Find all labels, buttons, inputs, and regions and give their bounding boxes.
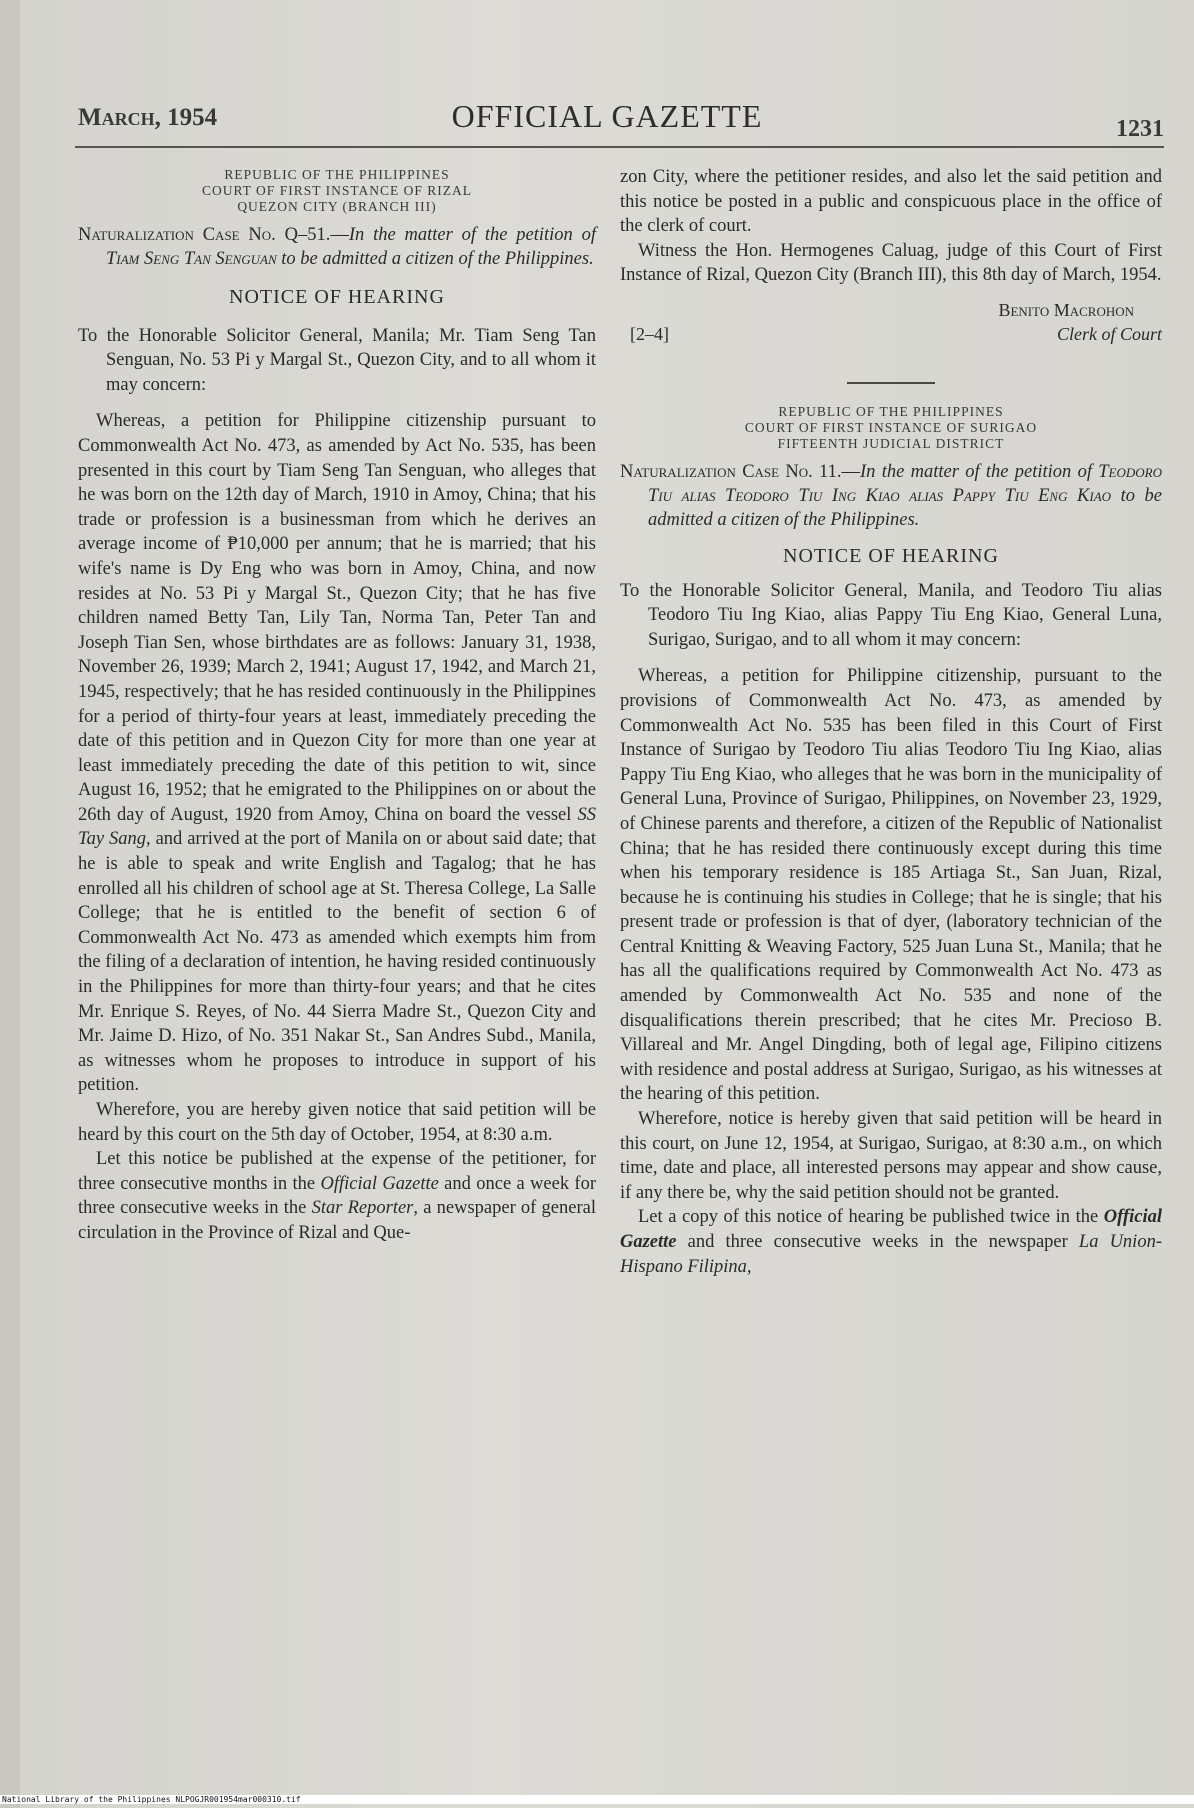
case-caption (78, 223, 596, 271)
wherefore-paragraph: Wherefore, notice is hereby given that said petition will be heard in this court, on June 12, 1954, at Surigao, Surigao, at 8:30 a.m., on which time, date and place, all interested persons may appear and show cause, if any there be, why the said petition should not be granted. (620, 1109, 1162, 1203)
paragraph-text: , and arrived at the port of Manila on or about said date; that he is able to speak and write English and Tagalog; that he has enrolled all his children of school age at St. Theresa College, La Salle College; that he is entitled to the benefit of section 6 of Commonwealth Act No. 473 as amended which exempts him from the filing of a declaration of intention, he having resided continuously in the Philippines for more than thirty-four years; and that he cites Mr. Enrique S. Reyes, of No. 44 Sierra Madre St., Quezon City and Mr. Jaime D. Hizo, of No. 351 Nakar St., San Andres Subd., Manila, as witnesses whom he proposes to introduce in support of his petition. (78, 829, 596, 1096)
clerk-title: Clerk of Court (1056, 323, 1162, 344)
notice-title: NOTICE OF HEARING (783, 544, 999, 567)
gazette-page (20, 0, 1194, 1808)
issue-date: March, 1954 (78, 104, 218, 131)
issue-reference: [2–4] (630, 323, 669, 344)
notice-title: NOTICE OF HEARING (229, 286, 445, 308)
clerk-name: Benito Macrohon (998, 299, 1134, 320)
left-column (78, 165, 596, 1246)
signature-block (620, 296, 1162, 360)
scan-footer: National Library of the Philippines NLPOGJR001954mar000310.tif (0, 1795, 1194, 1804)
publication-paragraph (620, 1205, 1162, 1279)
gazette-name: Official Gazette (320, 1173, 439, 1194)
paragraph-text: Whereas, a petition for Philippine citizenship pursuant to Commonwealth Act No. 473, as amended by Act No. 535, has been presented in this court by Tiam Seng Tan Senguan, who alleges that he was born on the 12th day of March, 1910 in Amoy, China; that his trade or profession is a businessman from which he derives an average income of ₱10,000 per annum; that he is married; that his wife's name is Dy Eng who was born in Amoy, China, and now resides at No. 53 Pi y Margal St., Quezon City; that he has five children named Betty Tan, Lily Tan, Norma Tan, Peter Tan and Joseph Tian Sen, whose birthdates are as follows: January 31, 1938, November 26, 1939; March 2, 1941; August 17, 1942, and March 21, 1945, respectively; that he has resided continuously in the Philippines for a period of thirty-four years at least, immediately preceding the date of this petition and in Quezon City for more than one year at least immediately preceding the date of this petition to wit, since August 16, 1952; that he emigrated to the Philippines on or about the 26th day of August, 1920 from Amoy, China on board the vessel (78, 411, 596, 825)
right-column (620, 165, 1162, 1279)
case-label: Naturalization Case No. 11.— (620, 461, 860, 482)
court-line: FIFTEENTH JUDICIAL DISTRICT (777, 435, 1005, 451)
court-line: QUEZON CITY (BRANCH III) (237, 199, 437, 214)
addressees: To the Honorable Solicitor General, Manila; Mr. Tiam Seng Tan Senguan, No. 53 Pi y Margal St., Quezon City, and to all whom it may concern: (78, 325, 596, 395)
page-number: 1231 (1116, 116, 1164, 142)
court-line: COURT OF FIRST INSTANCE OF RIZAL (201, 183, 473, 198)
case-tail: to be admitted a citizen of the Philippines. (648, 485, 1162, 530)
court-line: COURT OF FIRST INSTANCE OF SURIGAO (744, 419, 1038, 435)
paragraph-text: and once a week for three consecutive weeks in the (78, 1173, 596, 1219)
publication-title: OFFICIAL GAZETTE (451, 98, 763, 134)
paragraph-text: and three consecutive weeks in the newspaper (676, 1232, 1079, 1252)
addressees: To the Honorable Solicitor General, Manila, and Teodoro Tiu alias Teodoro Tiu Ing Kiao, alias Pappy Tiu Eng Kiao, General Luna, Surigao, Surigao, and to all whom it may concern: (620, 580, 1162, 650)
gazette-name: Official Gazette (620, 1207, 1162, 1252)
paragraph-text: Let this notice be published at the expense of the petitioner, for three consecutive months in the (78, 1149, 596, 1194)
witness-paragraph: Witness the Hon. Hermogenes Caluag, judge of this Court of First Instance of Rizal, Quezon City (Branch III), this 8th day of March, 1954. (620, 240, 1162, 286)
court-line: REPUBLIC OF THE PHILIPPINES (224, 167, 450, 182)
court-heading (620, 404, 1162, 452)
court-heading (78, 167, 596, 215)
paragraph-text: , a newspaper of general circulation in the Province of Rizal and Que- (78, 1198, 596, 1243)
paragraph-text: Let a copy of this notice of hearing be published twice in the (638, 1207, 1104, 1228)
section-divider (847, 382, 935, 384)
vessel-name: SS Tay Sang (78, 804, 596, 850)
case-caption (620, 460, 1162, 532)
court-line: REPUBLIC OF THE PHILIPPINES (778, 403, 1004, 419)
publication-paragraph (78, 1147, 596, 1245)
whereas-paragraph (78, 409, 596, 1098)
header-rule (75, 146, 1164, 148)
newspaper-name: Star Reporter (311, 1198, 414, 1219)
petitioner-name: Teodoro Tiu alias Teodoro Tiu Ing Kiao alias Pappy Tiu Eng Kiao (648, 461, 1162, 506)
case-label: Naturalization Case No. Q–51.— (78, 225, 349, 245)
whereas-paragraph: Whereas, a petition for Philippine citizenship, pursuant to the provisions of Commonwealth Act No. 473, as amended by Commonwealth Act No. 535 has been filed in this Court of First Instance of Surigao by Teodoro Tiu alias Teodoro Tiu Ing Kiao, alias Pappy Tiu Eng Kiao, who alleges that he was born in the municipality of General Luna, Province of Surigao, Philippines, on November 23, 1929, of Chinese parents and therefore, a citizen of the Republic of Nationalist China; that he has resided there continuously except during this time when his temporary residence is 185 Artiaga St., San Juan, Rizal, because he is continuing his studies in College; that he is single; that his present trade or profession is that of dyer, (laboratory technician of the Central Knitting & Weaving Factory, 525 Juan Luna St., Manila; that he has all the qualifications required by Commonwealth Act No. 473 as amended by Commonwealth Act No. 535 and none of the disqualifications therein prescribed; that he cites Mr. Precioso B. Villareal and Mr. Angel Dingding, both of legal age, Filipino citizens with residence and postal address at Surigao, Surigao, as his witnesses at the hearing of this petition. (620, 666, 1162, 1105)
case-tail: to be admitted a citizen of the Philippines. (276, 249, 594, 269)
page-header (20, 96, 1194, 146)
wherefore-paragraph: Wherefore, you are hereby given notice that said petition will be heard by this court on the 5th day of October, 1954, at 8:30 a.m. (78, 1100, 596, 1145)
petitioner-name: Tiam Seng Tan Senguan (106, 249, 277, 269)
continued-paragraph: zon City, where the petitioner resides, and also let the said petition and this notice be posted in a public and conspicuous place in the office of the clerk of court. (620, 167, 1162, 237)
case-text: In the matter of the petition of (348, 225, 596, 245)
newspaper-name: La Union-Hispano Filipina, (620, 1232, 1162, 1277)
case-text: In the matter of the petition of (860, 461, 1099, 482)
